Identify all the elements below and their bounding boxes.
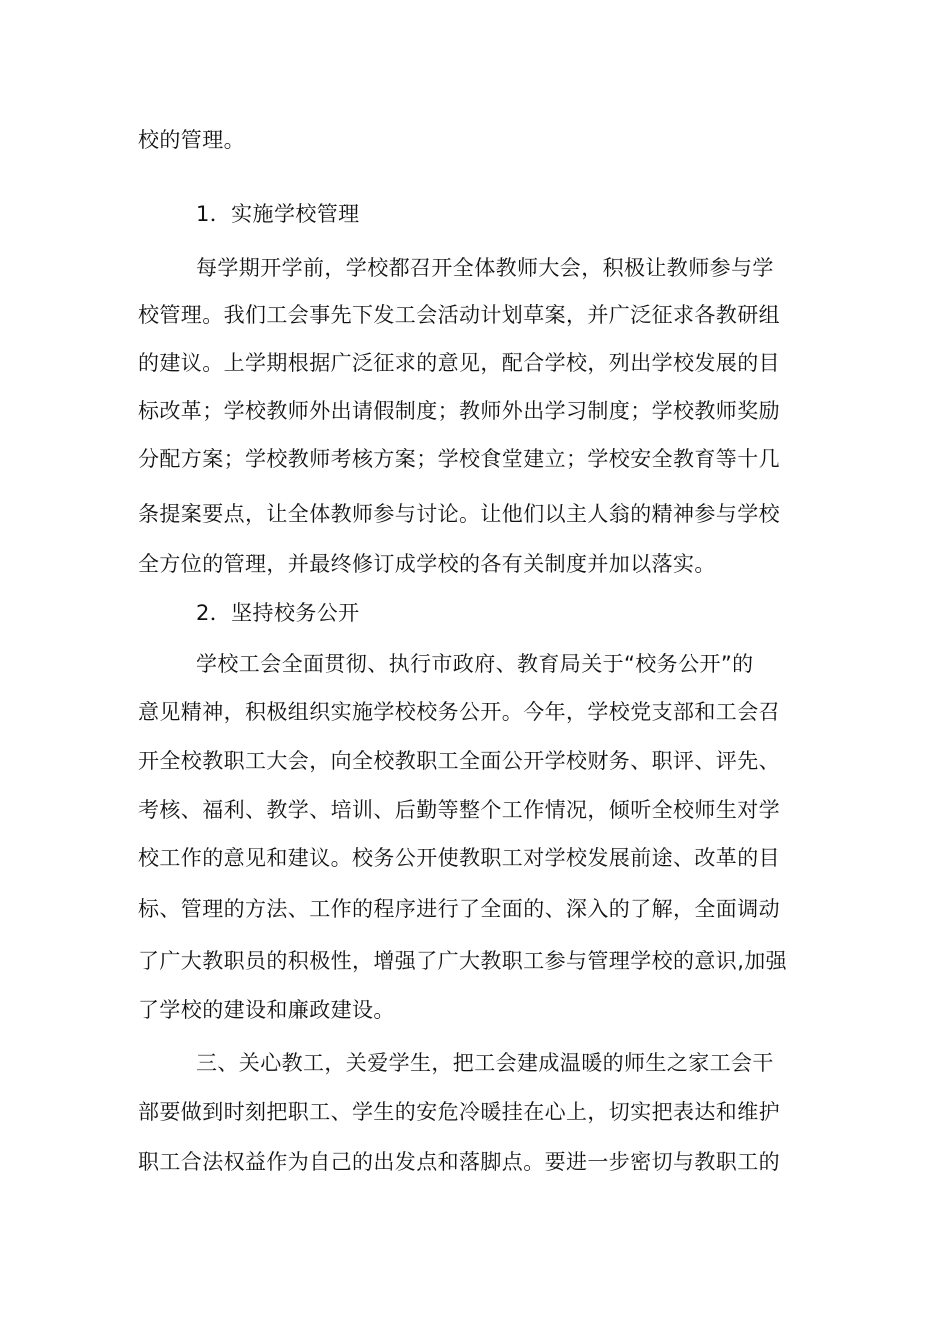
text-line: 了学校的建设和廉政建设。 (138, 998, 395, 1022)
text-line: 学校工会全面贯彻、执行市政府、教育局关于“校务公开”的 (196, 652, 754, 676)
section-heading: 2．坚持校务公开 (196, 601, 360, 625)
text-line: 全方位的管理，并最终修订成学校的各有关制度并加以落实。 (138, 552, 716, 576)
text-line: 三、关心教工，关爱学生，把工会建成温暖的师生之家工会干 (196, 1051, 774, 1075)
text-line: 校管理。我们工会事先下发工会活动计划草案，并广泛征求各教研组 (138, 303, 780, 327)
text-line: 的建议。上学期根据广泛征求的意见，配合学校，列出学校发展的目 (138, 351, 780, 375)
text-line: 部要做到时刻把职工、学生的安危冷暖挂在心上，切实把表达和维护 (138, 1100, 780, 1124)
text-line: 职工合法权益作为自己的出发点和落脚点。要进一步密切与教职工的 (138, 1150, 780, 1174)
text-line: 每学期开学前，学校都召开全体教师大会，积极让教师参与学 (196, 256, 774, 280)
section-heading: 1．实施学校管理 (196, 202, 360, 226)
text-line: 考核、福利、教学、培训、后勤等整个工作情况，倾听全校师生对学 (138, 798, 780, 822)
text-line: 条提案要点，让全体教师参与讨论。让他们以主人翁的精神参与学校 (138, 502, 780, 526)
text-line: 校工作的意见和建议。校务公开使教职工对学校发展前途、改革的目 (138, 846, 780, 870)
text-line: 分配方案；学校教师考核方案；学校食堂建立；学校安全教育等十几 (138, 447, 780, 471)
text-line: 校的管理。 (138, 128, 245, 152)
text-line: 标改革；学校教师外出请假制度；教师外出学习制度；学校教师奖励 (138, 399, 780, 423)
text-line: 意见精神，积极组织实施学校校务公开。今年，学校党支部和工会召 (138, 700, 780, 724)
text-line: 了广大教职员的积极性，增强了广大教职工参与管理学校的意识,加强 (138, 949, 788, 973)
text-line: 标、管理的方法、工作的程序进行了全面的、深入的了解，全面调动 (138, 897, 780, 921)
text-line: 开全校教职工大会，向全校教职工全面公开学校财务、职评、评先、 (138, 749, 780, 773)
